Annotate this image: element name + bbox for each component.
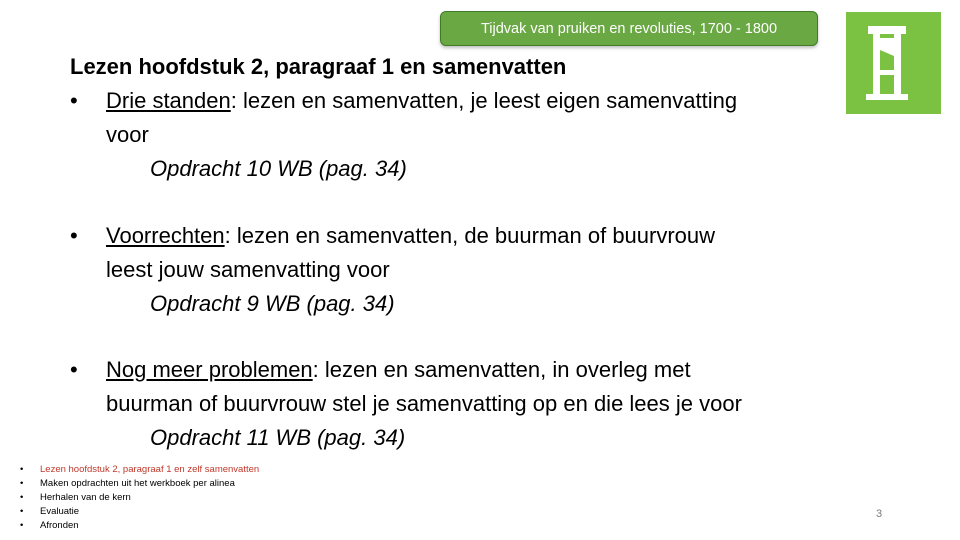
agenda-item-current: • Lezen hoofdstuk 2, paragraaf 1 en zelf samenvatten: [20, 463, 259, 477]
bullet-text: : lezen en samenvatten, je leest eigen samenvatting: [230, 88, 738, 113]
bullet-drie-standen: [70, 84, 870, 186]
slide-title: Lezen hoofdstuk 2, paragraaf 1 en samenvatten: [70, 54, 567, 79]
page-number: 3: [876, 508, 883, 520]
bullet-term: Nog meer problemen: [106, 357, 313, 382]
bullet-text: : lezen en samenvatten, de buurman of buurvrouw: [224, 223, 716, 248]
bullet-text: : lezen en samenvatten, in overleg met: [312, 357, 691, 382]
assignment-reference: Opdracht 9 WB (pag. 34): [150, 291, 395, 316]
lesson-agenda: [20, 463, 259, 533]
bullet-text-continued: leest jouw samenvatting voor: [106, 257, 390, 282]
bullet-term: Drie standen: [106, 88, 231, 113]
bullet-term: Voorrechten: [106, 223, 225, 248]
era-title-label: Tijdvak van pruiken en revoluties, 1700 - 1800: [480, 20, 778, 37]
bullet-dot: •: [70, 357, 78, 382]
agenda-item: • Afronden: [20, 519, 259, 533]
bullet-voorrechten: [70, 219, 870, 321]
bullet-text-continued: voor: [106, 122, 149, 147]
era-title-box: [440, 11, 818, 46]
agenda-item: • Herhalen van de kern: [20, 491, 259, 505]
bullet-dot: •: [70, 88, 78, 113]
agenda-item: • Evaluatie: [20, 505, 259, 519]
assignment-reference: Opdracht 10 WB (pag. 34): [150, 156, 407, 181]
agenda-item: • Maken opdrachten uit het werkboek per alinea: [20, 477, 259, 491]
assignment-reference: Opdracht 11 WB (pag. 34): [150, 425, 406, 450]
bullet-nog-meer-problemen: [70, 353, 870, 455]
bullet-dot: •: [70, 223, 78, 248]
bullet-text-continued: buurman of buurvrouw stel je samenvatting op en die lees je voor: [106, 391, 742, 416]
